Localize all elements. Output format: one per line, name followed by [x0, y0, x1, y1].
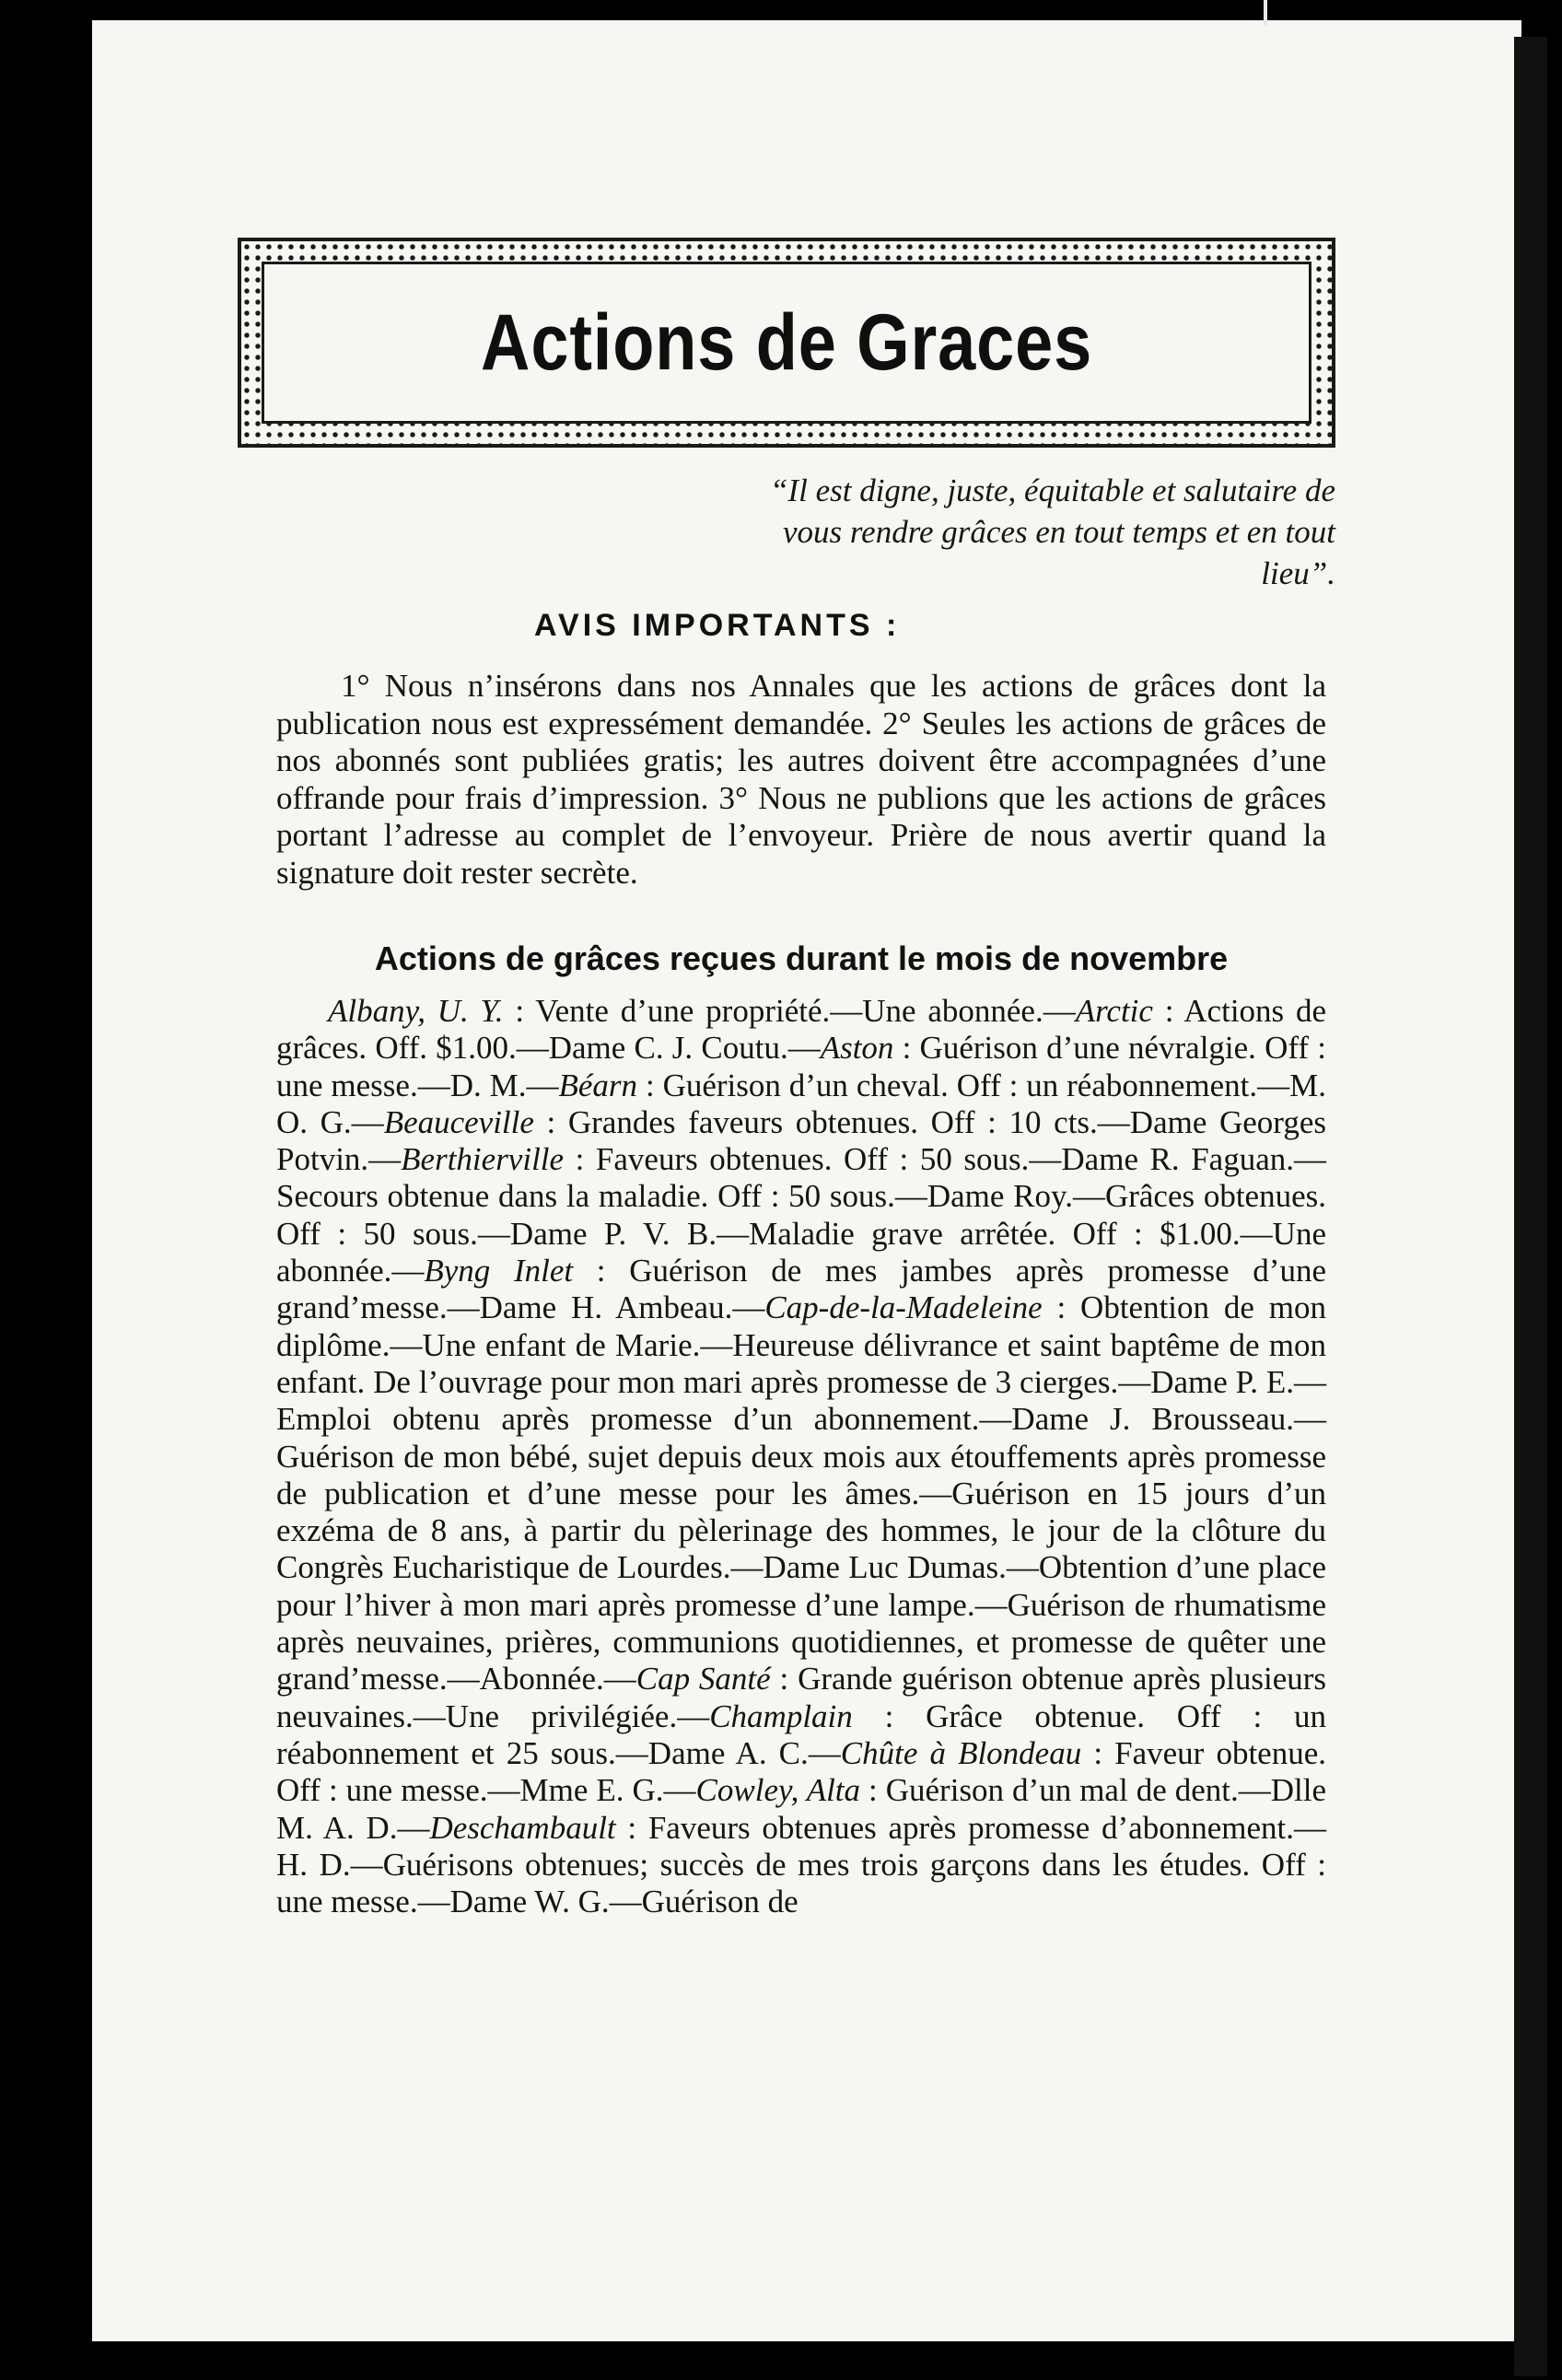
entry-text: : Faveurs obtenues. Off : 50 sous.—Dame R. Faguan.—Secours obtenue dans la maladie. Off : 50 sous.—Dame Roy.—Grâces obtenues. Off : 50 sous.—Dame P. V. B.—Maladie grave arrêtée. Off : $1.00.—Une abonnée.— [276, 1141, 1326, 1289]
section-heading: Actions de grâces reçues durant le mois de novembre [374, 939, 1229, 977]
entry-place: Béarn [558, 1067, 638, 1103]
entry-text: : Actions de grâces. Off. $1.00.—Dame C. J. Coutu.— [276, 993, 1326, 1067]
epigraph: “Il est digne, juste, équitable et salutaire de vous rendre grâces en tout temps et en tout lieu”. [769, 472, 1335, 591]
entry-place: Aston [820, 1030, 894, 1067]
page-edge-shadow [1514, 37, 1547, 2376]
entry-text: : Obtention de mon diplôme.—Une enfant de Marie.—Heureuse délivrance et saint baptême de mon enfant. De l’ouvrage pour mon mari après promesse de 3 cierges.—Dame P. E.—Emploi obtenu après promesse d’un abonnement.—Dame J. Brousseau.—Guérison de mon bébé, sujet depuis deux mois aux étouffements après promesse de publication et d’une messe pour les âmes.—Guérison en 15 jours d’un exzéma de 8 ans, à partir du pèlerinage des hommes, le jour de la clôture du Congrès Eucharistique de Lourdes.—Dame Luc Dumas.—Obtention d’une place pour l’hiver à mon mari après promesse d’une lampe.—Guérison de rhumatisme après neuvaines, prières, communions quotidiennes, et promesse de quêter une grand’messe.—Abonnée.— [276, 1289, 1326, 1698]
entry-text: : Grandes faveurs obtenues. Off : 10 cts.—Dame Georges Potvin.— [276, 1103, 1326, 1178]
entry-text: : Faveurs obtenues après promesse d’abonnement.—H. D.—Guérisons obtenues; succès de mes trois garçons dans les études. Off : une messe.—Dame W. G.—Guérison de [276, 1809, 1326, 1920]
entry-place: Deschambault [429, 1809, 616, 1846]
entry-text: : Guérison d’un cheval. Off : un réabonnement.—M. O. G.— [276, 1067, 1327, 1140]
entry-text: : Faveur obtenue. Off : une messe.—Mme E. G.— [276, 1734, 1326, 1809]
entry-text: : Vente d’une propriété.—Une abonnée.— [503, 993, 1076, 1029]
entry-place: Berthierville [401, 1141, 565, 1178]
thanksgiving-list [276, 993, 1326, 1920]
notice-heading: AVIS IMPORTANTS : [534, 608, 901, 643]
entry-place: Champlain [709, 1698, 853, 1734]
title-frame-inner [262, 262, 1311, 424]
entry-text: : Grande guérison obtenue après plusieurs neuvaines.—Une privilégiée.— [276, 1661, 1327, 1734]
entry-place: Byng Inlet [424, 1253, 574, 1289]
entry-place: Arctic [1075, 993, 1153, 1029]
entry-place: Beauceville [383, 1103, 534, 1140]
scan-mark [1264, 0, 1267, 26]
entry-place: Cap Santé [635, 1661, 771, 1698]
page-title: Actions de Graces [480, 298, 1093, 387]
entry-text: : Guérison d’un mal de dent.—Dlle M. A. D.— [276, 1772, 1326, 1846]
entry-text: : Guérison d’une névralgie. Off : une messe.—D. M.— [276, 1030, 1326, 1103]
entry-place: Cowley, Alta [695, 1772, 861, 1809]
entry-place: Albany, U. Y. [328, 993, 504, 1029]
entry-place: Cap-de-la-Madeleine [764, 1289, 1043, 1326]
entry-text: : Grâce obtenue. Off : un réabonnement et 25 sous.—Dame A. C.— [276, 1698, 1326, 1771]
entry-place: Chûte à Blondeau [840, 1734, 1082, 1771]
title-frame [238, 238, 1335, 448]
notice-paragraph: 1° Nous n’insérons dans nos Annales que les actions de grâces dont la publication nous est expressément demandée. 2° Seules les actions de grâces de nos abonnés sont publiées gratis; les autres doivent être accompagnées d’une offrande pour frais d’impression. 3° Nous ne publions que les actions de grâces portant l’adresse au complet de l’envoyeur. Prière de nous avertir quand la signature doit rester secrète. [276, 668, 1326, 891]
entry-text: : Guérison de mes jambes après promesse d’une grand’messe.—Dame H. Ambeau.— [276, 1253, 1326, 1326]
